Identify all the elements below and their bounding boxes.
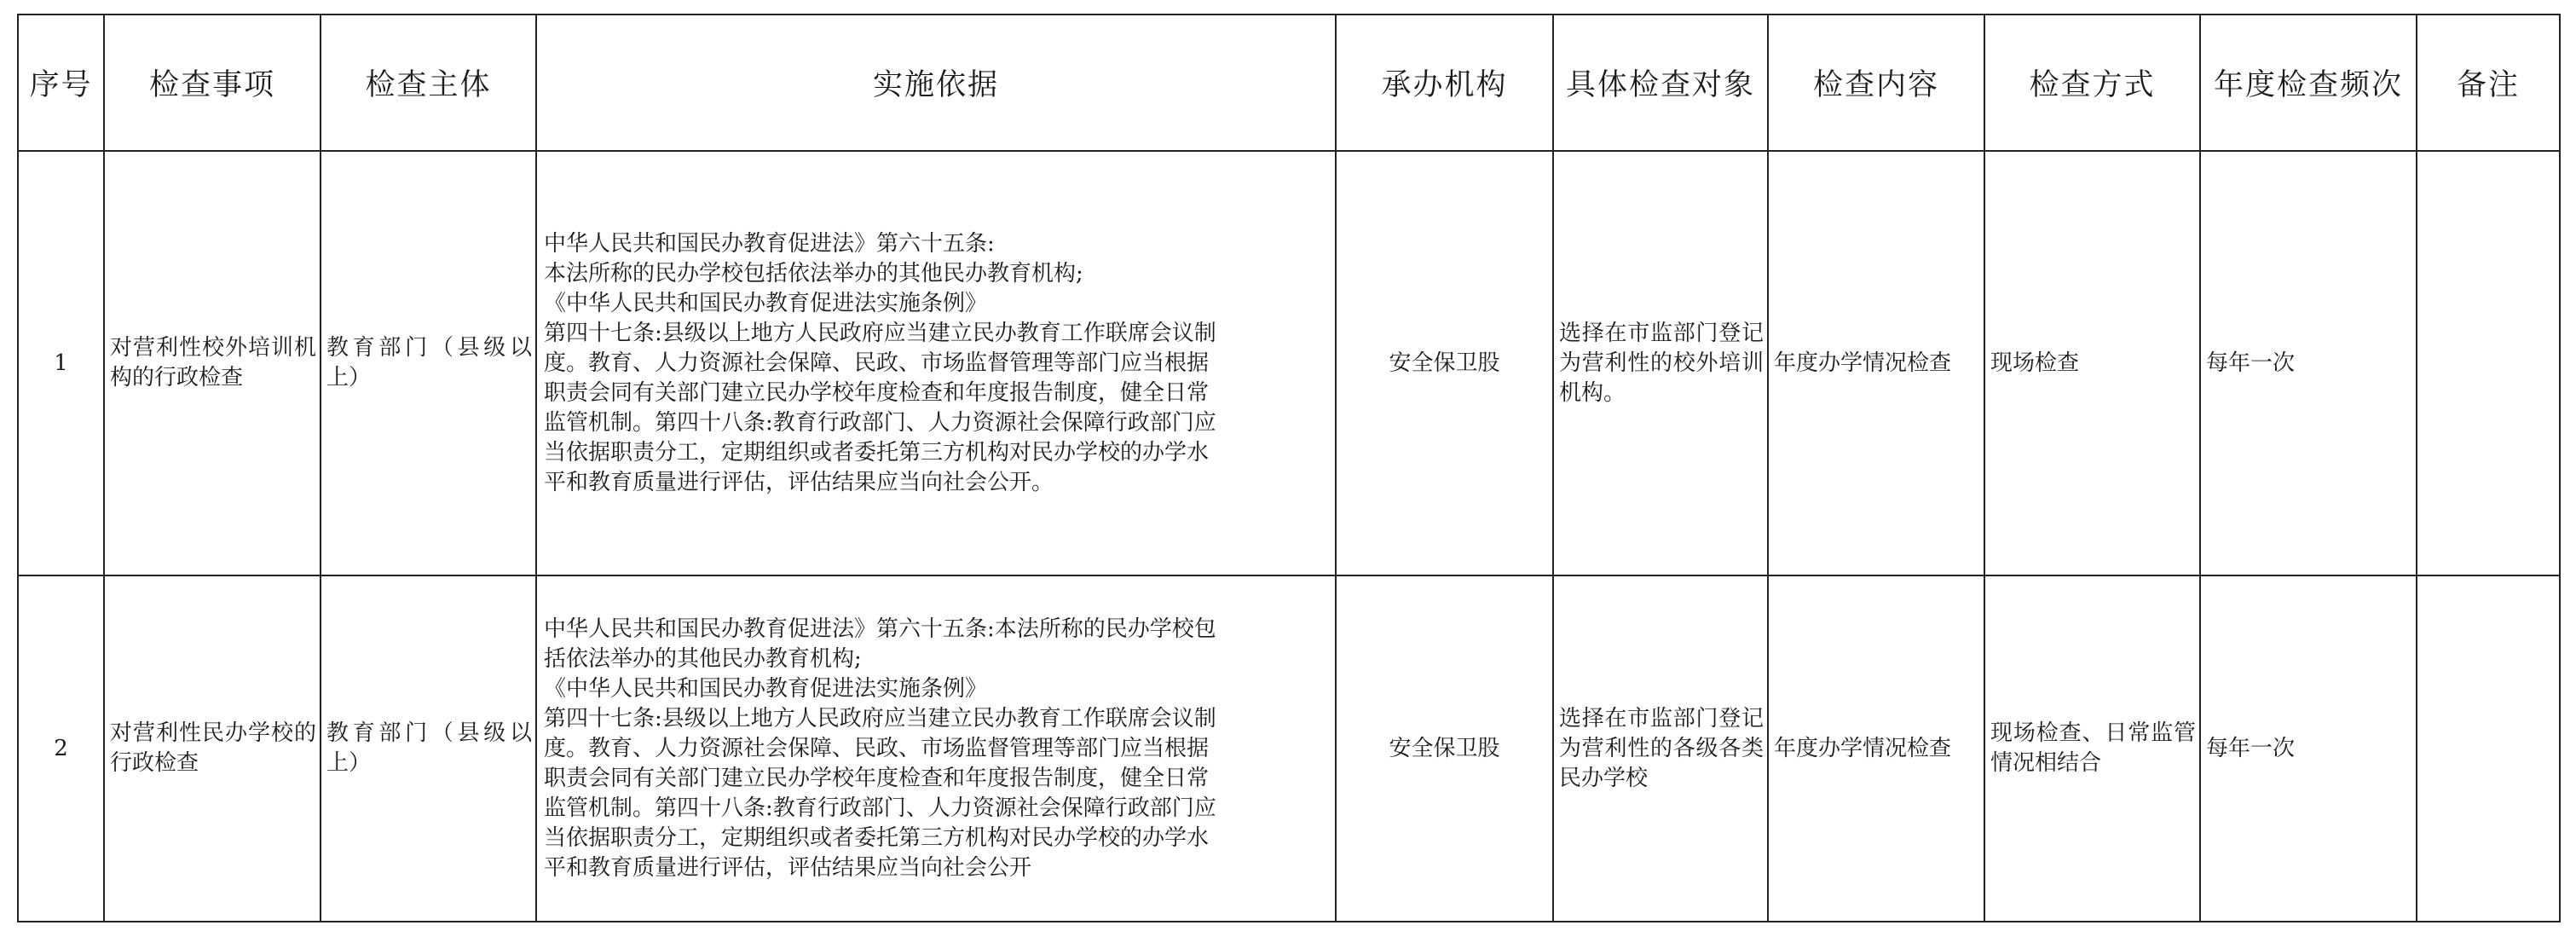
basis-line: 平和教育质量进行评估，评估结果应当向社会公开 [544,854,1032,881]
cell-basis [536,151,1336,575]
table-row [18,151,2560,575]
header-item: 检查事项 [104,14,321,151]
basis-line: 第四十七条:县级以上地方人民政府应当建立民办教育工作联席会议制 [544,320,1216,346]
basis-line: 平和教育质量进行评估，评估结果应当向社会公开。 [544,469,1054,495]
basis-line: 《中华人民共和国民办教育促进法实施条例》 [544,675,988,702]
header-basis: 实施依据 [536,14,1336,151]
cell-remark [2417,151,2560,575]
cell-content: 年度办学情况检查 [1768,151,1984,575]
basis-line: 监管机制。第四十八条:教育行政部门、人力资源社会保障行政部门应 [544,409,1216,436]
basis-line: 《中华人民共和国民办教育促进法实施条例》 [544,290,988,316]
cell-subject: 教育部门（县级以上） [321,151,536,575]
cell-method: 现场检查 [1984,151,2200,575]
basis-line: 当依据职责分工，定期组织或者委托第三方机构对民办学校的办学水 [544,824,1210,851]
basis-line: 中华人民共和国民办教育促进法》第六十五条:本法所称的民办学校包 [544,616,1216,642]
basis-line: 中华人民共和国民办教育促进法》第六十五条: [544,230,995,257]
header-method: 检查方式 [1984,14,2200,151]
basis-line: 本法所称的民办学校包括依法举办的其他民办教育机构; [544,260,1083,286]
basis-line: 度。教育、人力资源社会保障、民政、市场监督管理等部门应当根据 [544,350,1210,376]
basis-line: 当依据职责分工，定期组织或者委托第三方机构对民办学校的办学水 [544,439,1210,466]
cell-frequency: 每年一次 [2200,575,2417,922]
header-org: 承办机构 [1336,14,1553,151]
cell-org: 安全保卫股 [1336,575,1553,922]
basis-line: 监管机制。第四十八条:教育行政部门、人力资源社会保障行政部门应 [544,795,1216,821]
header-content: 检查内容 [1768,14,1984,151]
cell-remark [2417,575,2560,922]
basis-line: 度。教育、人力资源社会保障、民政、市场监督管理等部门应当根据 [544,735,1210,761]
header-row [18,14,2560,151]
cell-frequency: 每年一次 [2200,151,2417,575]
basis-line: 第四十七条:县级以上地方人民政府应当建立民办教育工作联席会议制 [544,705,1216,732]
header-remark: 备注 [2417,14,2560,151]
cell-subject: 教育部门（县级以上） [321,575,536,922]
header-subject: 检查主体 [321,14,536,151]
cell-content: 年度办学情况检查 [1768,575,1984,922]
cell-item: 对营利性校外培训机构的行政检查 [104,151,321,575]
cell-basis [536,575,1336,922]
basis-line: 职责会同有关部门建立民办学校年度检查和年度报告制度，健全日常 [544,765,1210,791]
cell-target: 选择在市监部门登记为营利性的校外培训机构。 [1553,151,1768,575]
cell-method: 现场检查、日常监管情况相结合 [1984,575,2200,922]
header-target: 具体检查对象 [1553,14,1768,151]
basis-line: 括依法举办的其他民办教育机构; [544,645,862,672]
header-seq: 序号 [18,14,104,151]
table-row [18,575,2560,922]
basis-line: 职责会同有关部门建立民办学校年度检查和年度报告制度，健全日常 [544,379,1210,406]
cell-org: 安全保卫股 [1336,151,1553,575]
cell-item: 对营利性民办学校的行政检查 [104,575,321,922]
header-frequency: 年度检查频次 [2200,14,2417,151]
cell-seq: 1 [18,151,104,575]
inspection-table [17,14,2561,922]
cell-target: 选择在市监部门登记为营利性的各级各类民办学校 [1553,575,1768,922]
cell-seq: 2 [18,575,104,922]
